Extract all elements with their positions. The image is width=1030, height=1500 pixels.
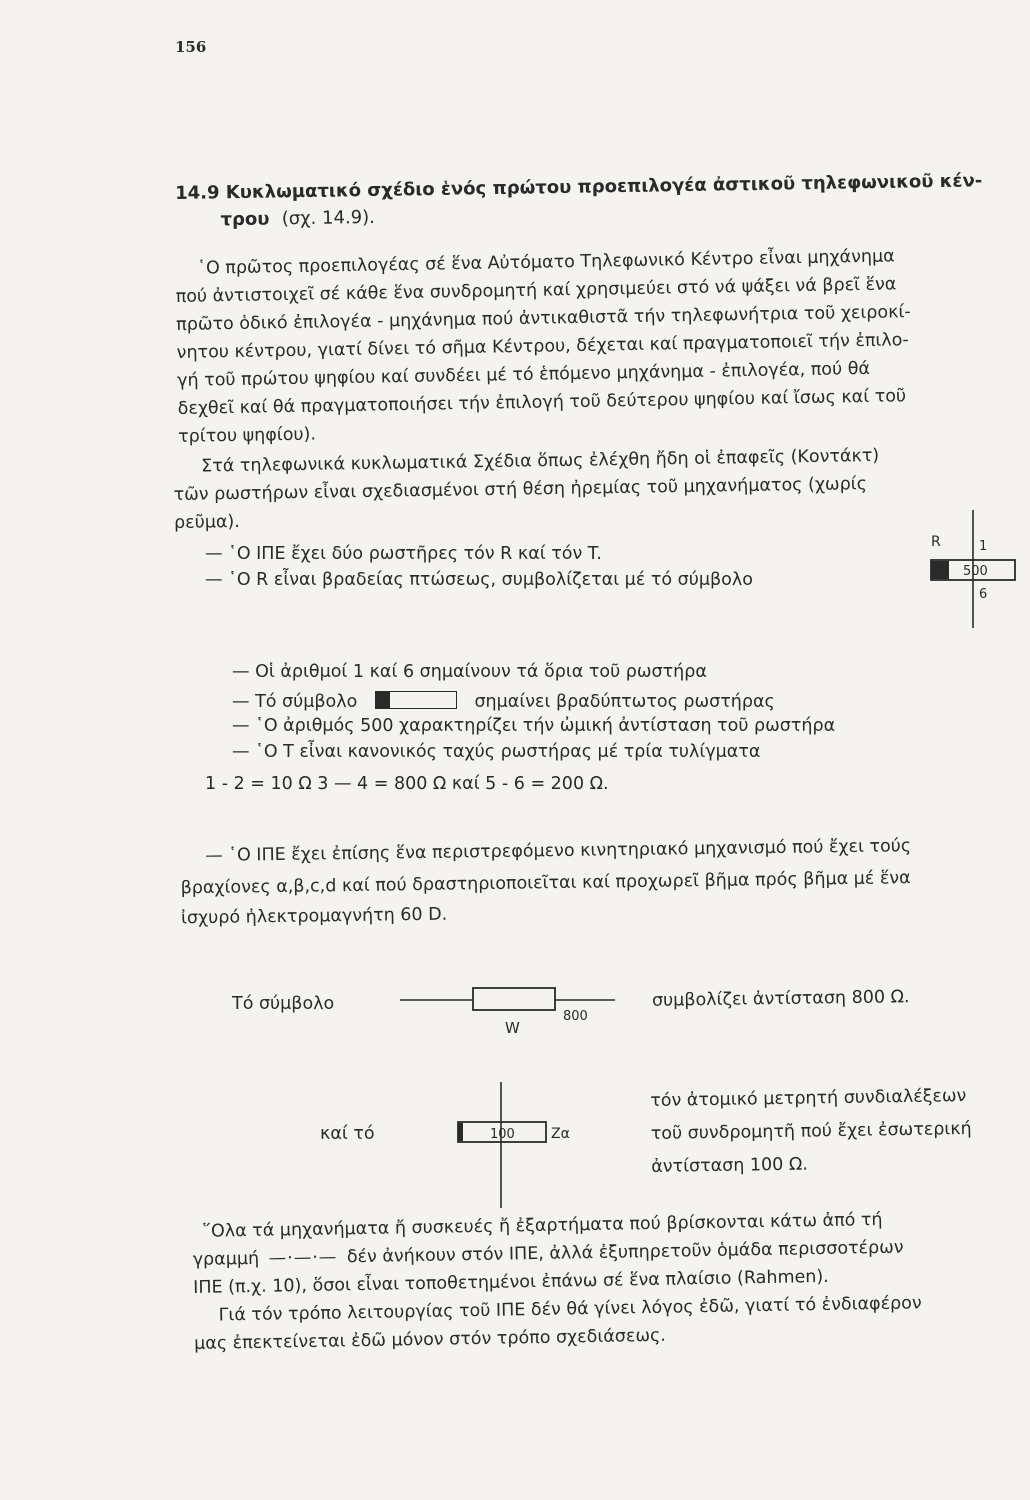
- meter-z-value: 100: [490, 1127, 515, 1142]
- text-line: ἰσχυρό ἠλεκτρομαγνήτη 60 D.: [180, 904, 448, 929]
- meter-z-symbol: [450, 1080, 600, 1210]
- list-item-text: — Τό σύμβολο: [232, 692, 358, 712]
- resistor-w-body: [473, 988, 555, 1010]
- text-line: τρίτου ψηφίου).: [178, 424, 317, 447]
- paragraph-3: [180, 832, 912, 932]
- heading-line-2-bold: τρου: [220, 208, 270, 231]
- slow-relay-mark: [376, 692, 390, 708]
- relay-r-value: 500: [963, 564, 988, 579]
- relay-r-top-terminal: 1: [979, 539, 988, 554]
- resistor-w-value: 800: [563, 1009, 588, 1024]
- resistor-w-symbol: [395, 975, 625, 1045]
- meter-z-mark: [458, 1123, 463, 1141]
- list-item-resistance: — ῾Ο ἀριθμός 500 χαρακτηρίζει τήν ὠμική ἀντίσταση τοῦ ρωστήρα: [232, 716, 836, 736]
- bullet-ipe-relays: — ῾Ο ΙΠΕ ἔχει δύο ρωστῆρες τόν R καί τόν T.: [205, 544, 602, 564]
- text-line: ἀντίσταση 100 Ω.: [651, 1154, 809, 1177]
- symbol-w-description: συμβολίζει ἀντίσταση 800 Ω.: [651, 987, 910, 1011]
- text-line: γή τοῦ πρώτου ψηφίου καί συνδέει μέ τό ἑπόμενο μηχάνημα - ἐπιλογέα, πού θά: [177, 358, 871, 391]
- section-heading: [175, 170, 983, 231]
- dash-dot-line-sample: —·—·—: [268, 1247, 338, 1269]
- paragraph-4: [192, 1205, 922, 1358]
- heading-figure-ref: (σχ. 14.9).: [281, 206, 376, 230]
- slow-relay-symbol: [375, 691, 457, 709]
- text-line: πού ἀντιστοιχεῖ σέ κάθε ἕνα συνδρομητή καί χρησιμεύει στό νά ψάξει νά βρεῖ ἕνα: [175, 274, 897, 307]
- text-line: νητου κέντρου, γιατί δίνει τό σῆμα Κέντρου, δέχεται καί πραγματοποιεῖ τήν ἐπιλο-: [176, 330, 909, 363]
- text-line: τῶν ρωστήρων εἶναι σχεδιασμένοι στή θέση ἠρεμίας τοῦ μηχανήματος (χωρίς: [173, 474, 868, 505]
- page-number: 156: [175, 38, 207, 56]
- text-line: Στά τηλεφωνικά κυκλωματικά Σχέδια ὅπως ἐλέχθη ἤδη οἱ ἐπαφεῖς (Κοντάκτ): [201, 445, 880, 477]
- symbol-w-prefix: Τό σύμβολο: [232, 994, 335, 1014]
- list-item-text: σημαίνει βραδύπτωτος ρωστήρας: [474, 692, 775, 712]
- text-line: πρῶτο ὁδικό ἐπιλογέα - μηχάνημα πού ἀντικαθιστᾶ τήν τηλεφωνήτρια τοῦ χειροκί-: [176, 302, 911, 335]
- text-fragment: δέν ἀνήκουν στόν ΙΠΕ, ἀλλά ἐξυπηρετοῦν ὁμάδα περισσοτέρων: [346, 1237, 904, 1268]
- heading-line-1: 14.9 Κυκλωματικό σχέδιο ἑνός πρώτου προεπιλογέα ἀστικοῦ τηλεφωνικοῦ κέν-: [175, 170, 983, 204]
- text-line: ΙΠΕ (π.χ. 10), ὅσοι εἶναι τοποθετημένοι ἐπάνω σέ ἕνα πλαίσιο (Rahmen).: [193, 1266, 829, 1298]
- list-item-windings: 1 - 2 = 10 Ω 3 — 4 = 800 Ω καί 5 - 6 = 200 Ω.: [205, 774, 609, 794]
- text-line: τόν ἀτομικό μετρητή συνδιαλέξεων: [650, 1086, 967, 1111]
- resistor-w-label: W: [505, 1019, 520, 1037]
- symbol-z-description: [650, 1080, 972, 1184]
- relay-r-name: R: [931, 534, 941, 550]
- relay-r-symbol: [925, 510, 1025, 630]
- text-line: Γιά τόν τρόπο λειτουργίας τοῦ ΙΠΕ δέν θά γίνει λόγος ἐδῶ, γιατί τό ἐνδιαφέρον: [218, 1293, 922, 1326]
- heading-line-2: [220, 197, 982, 230]
- symbol-z-prefix: καί τό: [320, 1124, 375, 1144]
- text-fragment: γραμμή: [192, 1248, 260, 1270]
- paragraph-1: [175, 242, 913, 451]
- text-line: τοῦ συνδρομητῆ πού ἔχει ἐσωτερική: [650, 1118, 972, 1144]
- bullet-r-relay: — ῾Ο R εἶναι βραδείας πτώσεως, συμβολίζεται μέ τό σύμβολο: [205, 570, 753, 590]
- text-line: ῾Ο πρῶτος προεπιλογέας σέ ἕνα Αὐτόματο Τηλεφωνικό Κέντρο εἶναι μηχάνημα: [197, 246, 895, 279]
- text-line: δεχθεῖ καί θά πραγματοποιήσει τήν ἐπιλογή τοῦ δεύτερου ψηφίου καί ἴσως καί τοῦ: [177, 386, 907, 419]
- paragraph-2: [173, 442, 880, 537]
- text-line: — ῾Ο ΙΠΕ ἔχει ἐπίσης ἕνα περιστρεφόμενο κινητηριακό μηχανισμό πού ἔχει τούς: [205, 836, 912, 866]
- text-line: ῞Ολα τά μηχανήματα ἤ συσκευές ἤ ἐξαρτήματα πού βρίσκονται κάτω ἀπό τή: [202, 1209, 883, 1242]
- relay-r-slow-mark: [931, 561, 949, 579]
- relay-r-bottom-terminal: 6: [979, 587, 988, 602]
- text-line: βραχίονες α,β,c,d καί πού δραστηριοποιεῖται καί προχωρεῖ βῆμα πρός βῆμα μέ ἕνα: [180, 868, 911, 899]
- list-item-terminals: — Οἱ ἀριθμοί 1 καί 6 σημαίνουν τά ὅρια τοῦ ρωστήρα: [232, 662, 707, 682]
- text-line: ρεῦμα).: [173, 511, 241, 533]
- meter-z-label: Ζα: [551, 1126, 570, 1142]
- text-line: μας ἐπεκτείνεται ἐδῶ μόνον στόν τρόπο σχεδιάσεως.: [194, 1325, 667, 1354]
- list-item-t-relay: — ῾Ο T εἶναι κανονικός ταχύς ρωστήρας μέ τρία τυλίγματα: [232, 742, 761, 762]
